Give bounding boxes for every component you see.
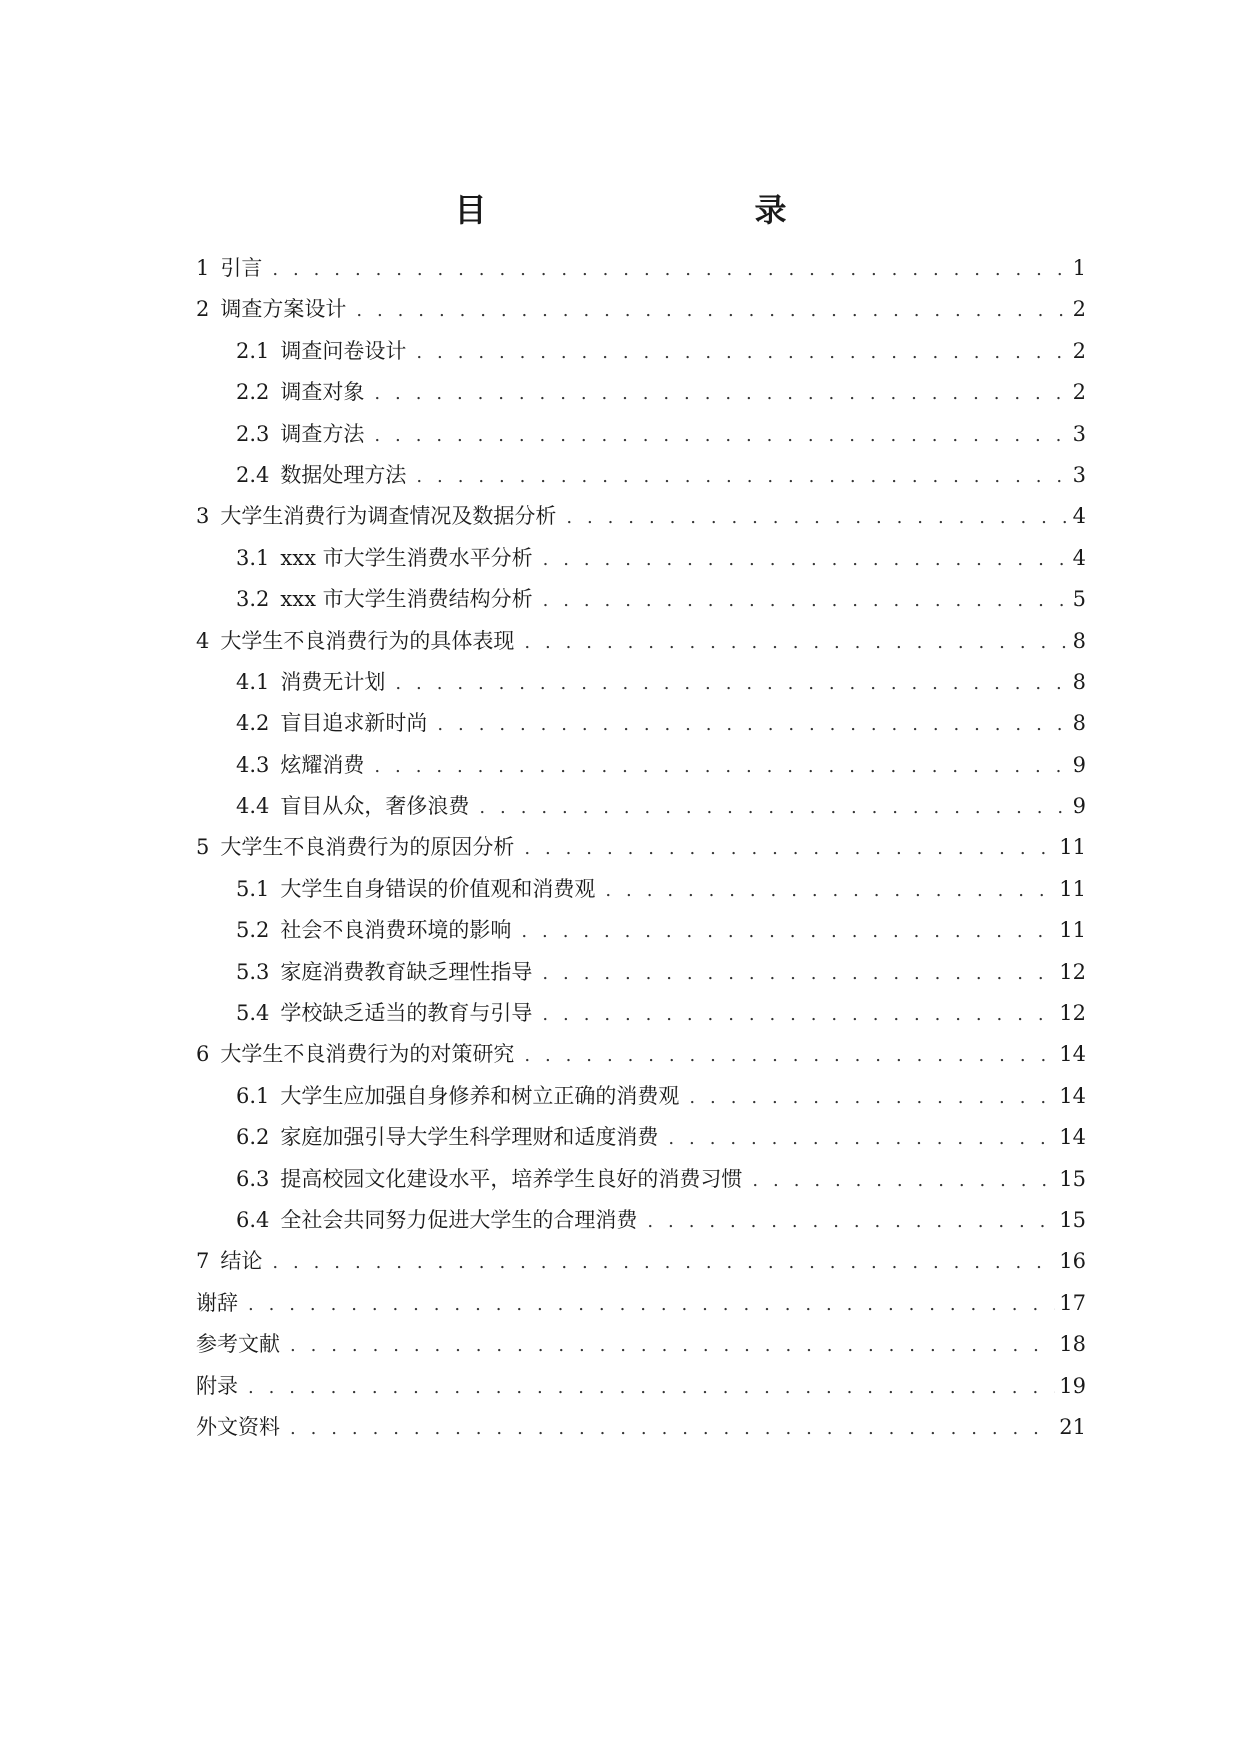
toc-entry-number: 4.2 (236, 711, 270, 736)
toc-entry-page-number: 15 (1059, 1166, 1086, 1191)
toc-entry[interactable] (196, 496, 1086, 537)
toc-entry-title: xxx 市大学生消费水平分析 (280, 545, 533, 570)
toc-heading: 目 录 (454, 191, 855, 229)
toc-entry-title: 大学生不良消费行为的原因分析 (220, 835, 515, 860)
dot-leader (566, 497, 1068, 538)
toc-entry-title: 学校缺乏适当的教育与引导 (280, 1001, 533, 1026)
toc-entry-page-number: 9 (1072, 794, 1086, 819)
toc-entry[interactable] (196, 248, 1086, 289)
toc-entry[interactable] (196, 1324, 1086, 1365)
toc-entry-page-number: 14 (1059, 1042, 1086, 1067)
toc-entry-number: 4 (196, 628, 210, 653)
toc-entry-title: 大学生消费行为调查情况及数据分析 (220, 504, 557, 529)
toc-entry-title: 大学生自身错误的价值观和消费观 (280, 876, 596, 901)
toc-entry[interactable] (196, 1200, 1086, 1241)
toc-entry-page-number: 12 (1059, 1001, 1086, 1026)
toc-entry[interactable] (196, 1159, 1086, 1200)
toc-entry[interactable] (196, 827, 1086, 868)
dot-leader (248, 1284, 1055, 1325)
dot-leader (524, 828, 1055, 869)
toc-entry-number: 4.3 (236, 752, 270, 777)
toc-entry[interactable] (196, 1034, 1086, 1075)
toc-entry[interactable] (196, 703, 1086, 744)
toc-entry[interactable] (196, 1076, 1086, 1117)
toc-entry-page-number: 3 (1072, 462, 1086, 487)
toc-entry-number: 6 (196, 1042, 210, 1067)
dot-leader (524, 622, 1068, 663)
toc-entry-number: 7 (196, 1249, 210, 1274)
toc-entry-number: 5.4 (236, 1001, 270, 1026)
toc-entry[interactable] (196, 455, 1086, 496)
toc-entry[interactable] (196, 869, 1086, 910)
dot-leader (395, 663, 1068, 704)
toc-entry[interactable] (196, 289, 1086, 330)
dot-leader (290, 1325, 1055, 1366)
dot-leader (272, 1242, 1055, 1283)
toc-entry[interactable] (196, 993, 1086, 1034)
toc-entry-title: 大学生不良消费行为的对策研究 (220, 1042, 515, 1067)
dot-leader (542, 953, 1055, 994)
toc-entry[interactable] (196, 372, 1086, 413)
toc-entry[interactable] (196, 621, 1086, 662)
toc-entry-title: 大学生应加强自身修养和树立正确的消费观 (280, 1083, 680, 1108)
table-of-contents (196, 248, 1086, 1448)
toc-entry-page-number: 5 (1072, 587, 1086, 612)
toc-entry-title: 炫耀消费 (280, 752, 365, 777)
toc-entry-page-number: 14 (1059, 1083, 1086, 1108)
dot-leader (605, 870, 1055, 911)
dot-leader (374, 746, 1068, 787)
toc-entry-number: 2 (196, 297, 210, 322)
toc-entry-number: 3.1 (236, 545, 270, 570)
toc-entry-page-number: 19 (1059, 1373, 1086, 1398)
toc-entry[interactable] (196, 662, 1086, 703)
toc-entry-number: 2.4 (236, 462, 270, 487)
dot-leader (752, 1160, 1055, 1201)
toc-entry-page-number: 12 (1059, 959, 1086, 984)
toc-entry-page-number: 3 (1072, 421, 1086, 446)
dot-leader (437, 704, 1068, 745)
toc-entry-page-number: 8 (1072, 669, 1086, 694)
toc-entry-title: 附录 (196, 1373, 238, 1398)
toc-entry-number: 6.1 (236, 1083, 270, 1108)
toc-entry-page-number: 16 (1059, 1249, 1086, 1274)
dot-leader (524, 1035, 1055, 1076)
toc-entry-title: 数据处理方法 (280, 462, 407, 487)
toc-entry-title: 盲目追求新时尚 (280, 711, 428, 736)
toc-entry[interactable] (196, 745, 1086, 786)
dot-leader (647, 1201, 1055, 1242)
toc-entry-page-number: 18 (1059, 1332, 1086, 1357)
dot-leader (374, 373, 1068, 414)
dot-leader (248, 1367, 1055, 1408)
toc-entry-title: 家庭消费教育缺乏理性指导 (280, 959, 533, 984)
toc-entry[interactable] (196, 786, 1086, 827)
toc-entry[interactable] (196, 538, 1086, 579)
toc-entry-title: xxx 市大学生消费结构分析 (280, 587, 533, 612)
toc-entry-page-number: 1 (1072, 256, 1086, 280)
toc-entry-page-number: 2 (1072, 297, 1086, 322)
toc-entry-page-number: 11 (1059, 918, 1086, 943)
toc-entry-number: 4.1 (236, 669, 270, 694)
toc-entry[interactable] (196, 1117, 1086, 1158)
toc-entry-number: 4.4 (236, 794, 270, 819)
dot-leader (416, 332, 1068, 373)
toc-entry-title: 全社会共同努力促进大学生的合理消费 (280, 1207, 638, 1232)
toc-entry[interactable] (196, 1241, 1086, 1282)
dot-leader (356, 290, 1068, 331)
toc-entry-title: 结论 (220, 1249, 263, 1274)
toc-entry-number: 5.2 (236, 918, 270, 943)
toc-entry-title: 谢辞 (196, 1290, 238, 1315)
toc-entry-page-number: 4 (1072, 504, 1086, 529)
toc-entry-page-number: 15 (1059, 1207, 1086, 1232)
toc-entry-title: 引言 (220, 256, 263, 280)
toc-entry-page-number: 2 (1072, 380, 1086, 405)
toc-entry-number: 6.3 (236, 1166, 270, 1191)
toc-entry-title: 大学生不良消费行为的具体表现 (220, 628, 515, 653)
dot-leader (543, 539, 1069, 580)
toc-entry-page-number: 11 (1059, 876, 1086, 901)
dot-leader (689, 1077, 1055, 1118)
toc-entry-title: 外文资料 (196, 1414, 280, 1439)
toc-entry-page-number: 2 (1072, 338, 1086, 363)
toc-entry-number: 2.3 (236, 421, 270, 446)
dot-leader (272, 249, 1068, 290)
toc-entry[interactable] (196, 331, 1086, 372)
toc-entry-number: 1 (196, 256, 210, 280)
toc-entry-number: 3.2 (236, 587, 270, 612)
toc-entry-title: 调查方案设计 (220, 297, 347, 322)
toc-entry-page-number: 8 (1072, 711, 1086, 736)
toc-entry-page-number: 8 (1072, 628, 1086, 653)
dot-leader (668, 1118, 1055, 1159)
dot-leader (374, 415, 1068, 456)
dot-leader (416, 456, 1068, 497)
dot-leader (543, 580, 1069, 621)
toc-entry-title: 提高校园文化建设水平，培养学生良好的消费习惯 (280, 1166, 743, 1191)
toc-entry-title: 调查问卷设计 (280, 338, 407, 363)
dot-leader (521, 911, 1055, 952)
toc-entry[interactable] (196, 414, 1086, 455)
toc-entry-title: 调查对象 (280, 380, 365, 405)
toc-entry[interactable] (196, 1283, 1086, 1324)
dot-leader (479, 787, 1068, 828)
toc-entry-number: 5.1 (236, 876, 270, 901)
toc-entry-number: 6.2 (236, 1125, 270, 1150)
toc-entry-number: 2.2 (236, 380, 270, 405)
toc-entry[interactable] (196, 1366, 1086, 1407)
toc-entry-title: 参考文献 (196, 1332, 280, 1357)
toc-entry-page-number: 11 (1059, 835, 1086, 860)
toc-entry[interactable] (196, 579, 1086, 620)
toc-entry-number: 5 (196, 835, 210, 860)
toc-entry-title: 消费无计划 (280, 669, 386, 694)
toc-entry-number: 5.3 (236, 959, 270, 984)
toc-entry[interactable] (196, 1407, 1086, 1448)
toc-entry-title: 盲目从众，奢侈浪费 (280, 794, 470, 819)
toc-entry-number: 6.4 (236, 1207, 270, 1232)
toc-entry-page-number: 9 (1072, 752, 1086, 777)
toc-entry-number: 2.1 (236, 338, 270, 363)
toc-entry-page-number: 4 (1072, 545, 1086, 570)
dot-leader (542, 994, 1055, 1035)
toc-entry-page-number: 14 (1059, 1125, 1086, 1150)
toc-entry-title: 调查方法 (280, 421, 365, 446)
toc-entry-title: 社会不良消费环境的影响 (280, 918, 512, 943)
toc-entry-page-number: 17 (1059, 1290, 1086, 1315)
dot-leader (290, 1408, 1055, 1449)
toc-entry-number: 3 (196, 504, 210, 529)
toc-entry[interactable] (196, 910, 1086, 951)
toc-entry[interactable] (196, 952, 1086, 993)
toc-entry-title: 家庭加强引导大学生科学理财和适度消费 (280, 1125, 659, 1150)
toc-entry-page-number: 21 (1059, 1414, 1086, 1439)
